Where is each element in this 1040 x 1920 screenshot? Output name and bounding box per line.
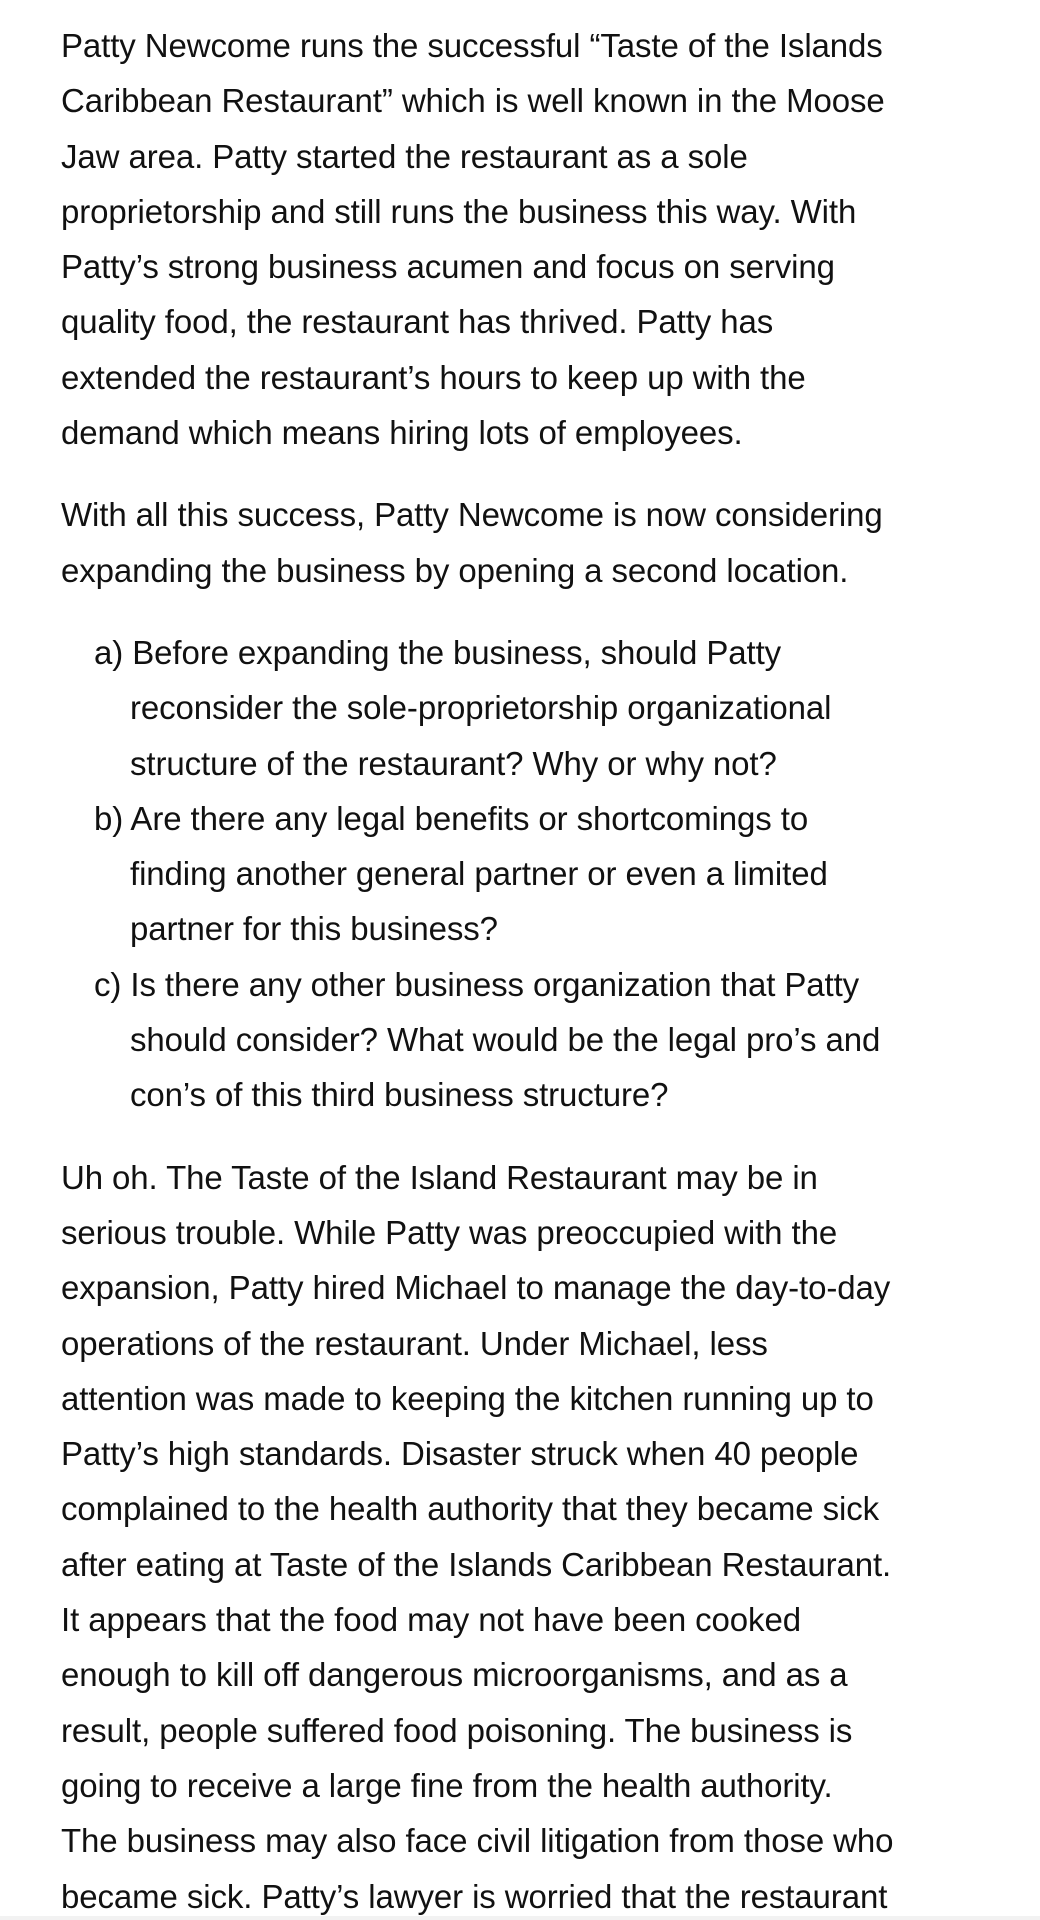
- text-line: serious trouble. While Patty was preoccupied with the: [61, 1213, 838, 1251]
- text-line: con’s of this third business structure?: [130, 1076, 669, 1114]
- text-line: [94, 957, 1021, 1012]
- text-line: Patty’s strong business acumen and focus on serving: [61, 248, 835, 286]
- text-line: extended the restaurant’s hours to keep up with the: [61, 358, 806, 396]
- paragraph-trouble: [61, 1150, 1021, 1920]
- text-line: [94, 625, 1021, 680]
- text-line: Uh oh. The Taste of the Island Restaurant may be in: [61, 1158, 818, 1196]
- paragraph-spacer: [61, 598, 1021, 625]
- question-item-b: [94, 791, 1021, 957]
- text-line: result, people suffered food poisoning. The business is: [61, 1711, 853, 1749]
- text-line: after eating at Taste of the Islands Caribbean Restaurant.: [61, 1545, 892, 1583]
- question-item-c: [94, 957, 1021, 1123]
- text-line: attention was made to keeping the kitchen running up to: [61, 1379, 874, 1417]
- text-line: enough to kill off dangerous microorganisms, and as a: [61, 1656, 848, 1694]
- text-line: should consider? What would be the legal pro’s and: [130, 1021, 881, 1059]
- paragraph-spacer: [61, 1123, 1021, 1150]
- text-line: Caribbean Restaurant” which is well known in the Moose: [61, 82, 885, 120]
- page-bottom-edge: [0, 1916, 1040, 1920]
- question-text: Are there any legal benefits or shortcomings to: [130, 799, 809, 837]
- text-line: going to receive a large fine from the health authority.: [61, 1766, 833, 1804]
- question-list: [61, 625, 1021, 1123]
- list-marker: c): [94, 965, 122, 1003]
- paragraph-expansion: [61, 487, 1021, 598]
- text-line: Patty’s high standards. Disaster struck when 40 people: [61, 1435, 859, 1473]
- question-text: Before expanding the business, should Patty: [132, 633, 782, 671]
- list-marker: b): [94, 799, 124, 837]
- paragraph-intro: [61, 18, 1021, 460]
- text-line: [94, 791, 1021, 846]
- document-body: [61, 18, 1021, 1920]
- text-line: demand which means hiring lots of employees.: [61, 414, 743, 452]
- list-marker: a): [94, 633, 124, 671]
- text-line: quality food, the restaurant has thrived. Patty has: [61, 303, 774, 341]
- text-line: proprietorship and still runs the business this way. With: [61, 192, 857, 230]
- text-line: expanding the business by opening a second location.: [61, 551, 849, 589]
- text-line: The business may also face civil litigation from those who: [61, 1822, 894, 1860]
- text-line: became sick. Patty’s lawyer is worried that the restaurant: [61, 1877, 888, 1915]
- paragraph-spacer: [61, 460, 1021, 487]
- question-item-a: [94, 625, 1021, 791]
- text-line: operations of the restaurant. Under Michael, less: [61, 1324, 768, 1362]
- text-line: complained to the health authority that they became sick: [61, 1490, 880, 1528]
- text-line: partner for this business?: [130, 910, 498, 948]
- text-line: finding another general partner or even a limited: [130, 855, 828, 893]
- text-line: It appears that the food may not have been cooked: [61, 1601, 801, 1639]
- text-line: Patty Newcome runs the successful “Taste of the Islands: [61, 27, 883, 64]
- question-text: Is there any other business organization that Patty: [130, 965, 860, 1003]
- text-line: With all this success, Patty Newcome is now considering: [61, 496, 883, 534]
- text-line: reconsider the sole-proprietorship organizational: [130, 689, 832, 727]
- text-line: Jaw area. Patty started the restaurant as a sole: [61, 137, 748, 175]
- text-line: structure of the restaurant? Why or why not?: [130, 744, 777, 782]
- text-line: expansion, Patty hired Michael to manage the day-to-day: [61, 1269, 891, 1307]
